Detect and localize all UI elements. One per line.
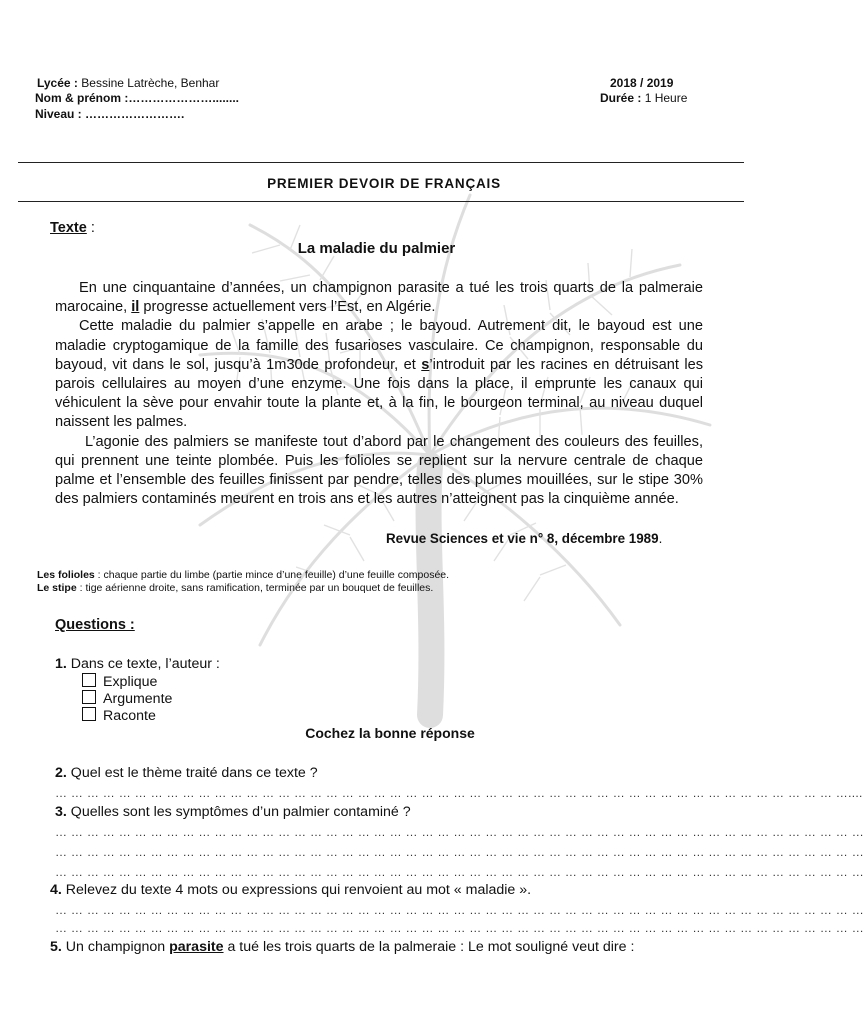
question-4 [50, 881, 531, 899]
stipe-term: Le stipe [37, 582, 77, 594]
checkbox-explique[interactable] [82, 673, 96, 687]
checkbox-argumente[interactable] [82, 690, 96, 704]
q5-number: 5. [50, 939, 62, 955]
nom-dots: …………………........ [128, 91, 240, 105]
texte-label-line [50, 220, 95, 236]
paragraph-2-start: Cette maladie du palmier s’appelle en arabe ; le bayoud. Autrement dit, le bayoud est une maladie cryptogamique de la famille des fusarioses vasculaire. Ce champignon, responsable du bayoud, vit dans le sol, jusqu’à 1m30de profondeur, et [55, 318, 703, 373]
q1-option-argumente[interactable] [82, 690, 172, 708]
questions-label: Questions : [55, 617, 135, 633]
question-3 [55, 803, 411, 821]
niveau-line [35, 107, 184, 122]
niveau-dots: ……………………. [85, 107, 185, 121]
option-argumente-label: Argumente [103, 691, 173, 707]
stipe-definition: : tige aérienne droite, sans ramification, terminée par un bouquet de feuilles. [76, 582, 434, 594]
question-5 [50, 938, 634, 956]
paragraph-2 [55, 317, 703, 432]
paragraph-1 [55, 279, 703, 317]
option-raconte-label: Raconte [103, 708, 156, 724]
q1-option-raconte[interactable] [82, 707, 156, 725]
source-dot: . [658, 531, 663, 546]
texte-label-suffix: : [86, 220, 95, 236]
q1-text: Dans ce texte, l’auteur : [66, 656, 220, 672]
texte-label: Texte [50, 220, 87, 236]
title-rule-top [18, 162, 744, 163]
underlined-il: il [131, 299, 140, 316]
lycee-value: Bessine Latrèche, Benhar [81, 76, 220, 90]
q3-answer-line-2[interactable]: … … … … … … … … … … … … … … … … … … … … … … … … … … … … … … … … … … … … … … … … … … … … … … … … … … … [55, 845, 864, 859]
q3-answer-line-3[interactable]: … … … … … … … … … … … … … … … … … … … … … … … … … … … … … … … … … … … … … … … … … … … … … … … … … … … [55, 865, 864, 879]
text-heading: La maladie du palmier [297, 240, 456, 257]
q4-answer-line-2[interactable]: … … … … … … … … … … … … … … … … … … … … … … … … … … … … … … … … … … … … … … … … … … … … … … … … … … … [55, 921, 864, 935]
q4-answer-line-1[interactable]: … … … … … … … … … … … … … … … … … … … … … … … … … … … … … … … … … … … … … … … … … … … … … … … … … … … [55, 903, 864, 917]
q3-text: Quelles sont les symptômes d’un palmier contaminé ? [66, 804, 411, 820]
nom-line [35, 91, 239, 106]
glossary-stipe [37, 582, 433, 595]
lycee-label: Lycée : [37, 76, 78, 90]
title-rule-bottom [18, 201, 744, 202]
duree-label: Durée : [600, 91, 642, 105]
niveau-label: Niveau : [35, 107, 82, 121]
school-year: 2018 / 2019 [610, 76, 674, 90]
duree-value: 1 Heure [644, 91, 688, 105]
q4-text: Relevez du texte 4 mots ou expressions qui renvoient au mot « maladie ». [61, 882, 532, 898]
underlined-s: s [421, 356, 430, 373]
lycee-line [37, 76, 219, 91]
q1-number: 1. [55, 656, 67, 672]
paragraph-3: L’agonie des palmiers se manifeste tout d’abord par le changement des couleurs des feuilles, qui prennent une teinte plombée. Puis les folioles se replient sur la nervure centrale de chaque palme et l’ensemble des feuilles finissent par pendre, telles des plumes mouillées, sur le stipe 30% des palmiers contaminés meurent en trois ans et les autres n’atteignent pas la cinquième année. [55, 433, 703, 508]
q5-text-start: Un champignon [61, 939, 170, 955]
checkbox-raconte[interactable] [82, 707, 96, 721]
document-title: PREMIER DEVOIR DE FRANÇAIS [267, 176, 501, 191]
q1-instruction: Cochez la bonne réponse [305, 725, 475, 741]
q2-number: 2. [55, 765, 67, 781]
paragraph-1-start: En une cinquantaine d’années, un champignon parasite a tué les trois quarts de la palmeraie marocaine, [55, 280, 703, 316]
folioles-definition: : chaque partie du limbe (partie mince d’une feuille) d’une feuille composée. [94, 569, 450, 581]
q2-answer-line[interactable]: … … … … … … … … … … … … … … … … … … … … … … … … … … … … … … … … … … … … … … … … … … … … … … … … … ….... [55, 786, 863, 800]
underlined-parasite: parasite [169, 939, 224, 955]
question-2 [55, 764, 318, 782]
q4-number: 4. [50, 882, 62, 898]
duree-line [600, 91, 687, 106]
source-citation: Revue Sciences et vie n° 8, décembre 1989 [386, 531, 659, 546]
folioles-term: Les folioles [37, 569, 95, 581]
option-explique-label: Explique [103, 674, 158, 690]
source-line [386, 531, 662, 546]
q5-text-end: a tué les trois quarts de la palmeraie : Le mot souligné veut dire : [223, 939, 635, 955]
nom-label: Nom & prénom : [35, 91, 129, 105]
paragraph-1-end: progresse actuellement vers l’Est, en Algérie. [139, 299, 436, 316]
q3-number: 3. [55, 804, 67, 820]
question-1 [55, 655, 220, 673]
q1-option-explique[interactable] [82, 673, 157, 691]
paragraph-2-end: ’introduit par les racines en détruisant les parois cellulaires au moyen d’une enzyme. Une fois dans la place, il emprunte les canaux qui véhiculent la sève pour envahir toute la plante et, à la fin, le bourgeon terminal, au niveau duquel naissent les palmes. [55, 356, 704, 431]
q3-answer-line-1[interactable]: … … … … … … … … … … … … … … … … … … … … … … … … … … … … … … … … … … … … … … … … … … … … … … … … … … … [55, 825, 864, 839]
q2-text: Quel est le thème traité dans ce texte ? [66, 765, 318, 781]
glossary-folioles [37, 569, 449, 582]
text-body [55, 279, 703, 509]
